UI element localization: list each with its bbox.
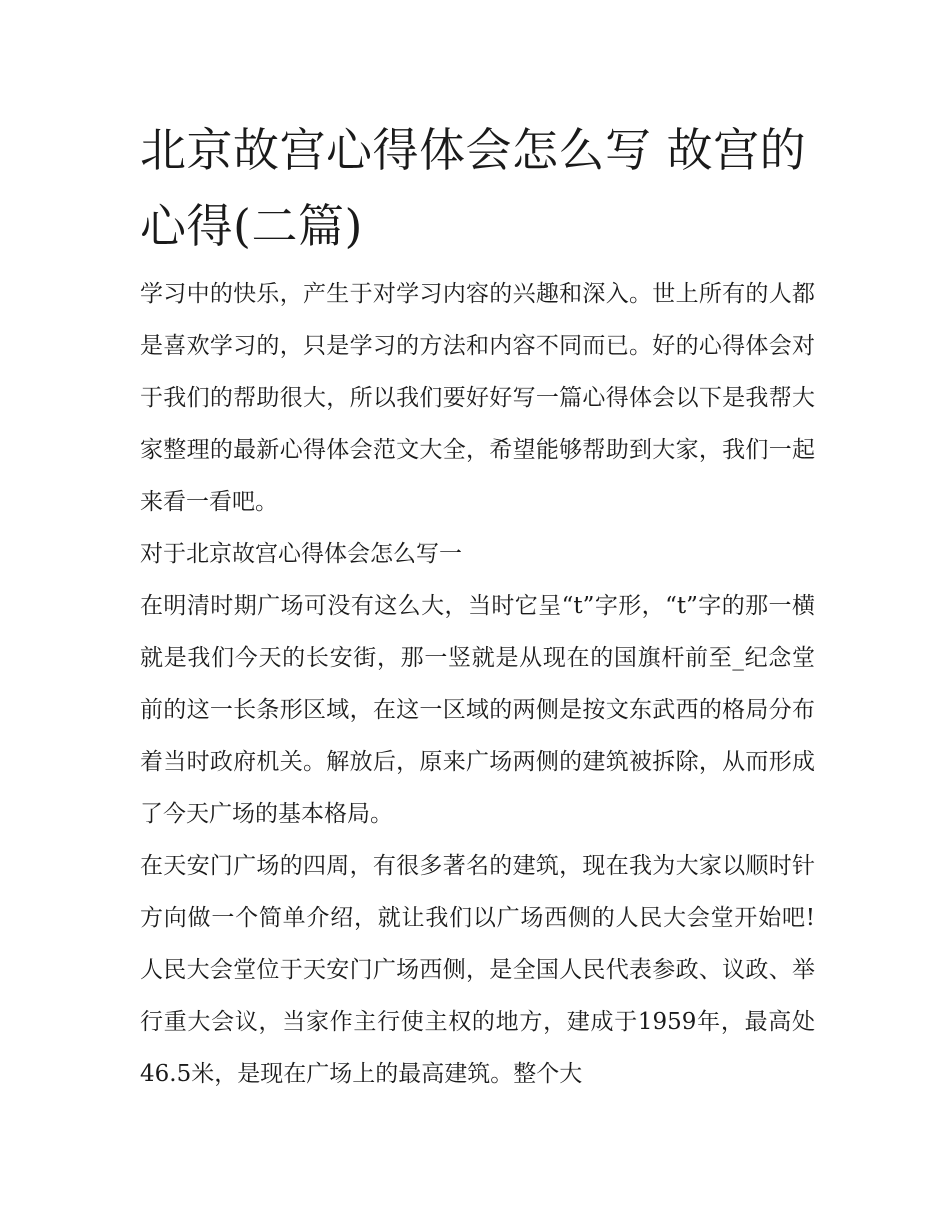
- intro-paragraph: 学习中的快乐，产生于对学习内容的兴趣和深入。世上所有的人都是喜欢学习的，只是学习的方法和内容不同而已。好的心得体会对于我们的帮助很大，所以我们要好好写一篇心得体会以下是我帮大家整理的最新心得体会范文大全，希望能够帮助到大家，我们一起来看一看吧。: [140, 281, 815, 515]
- section-heading: 对于北京故宫心得体会怎么写一: [140, 541, 462, 567]
- body-paragraph-2: 在天安门广场的四周，有很多著名的建筑，现在我为大家以顺时针方向做一个简单介绍，就让我们以广场西侧的人民大会堂开始吧!人民大会堂位于天安门广场西侧，是全国人民代表参政、议政、举行重大会议，当家作主行使主权的地方，建成于1959年，最高处46.5米，是现在广场上的最高建筑。整个大: [140, 853, 815, 1087]
- document-title: 北京故宫心得体会怎么写 故宫的心得(二篇): [140, 123, 807, 253]
- document-page: [140, 112, 815, 1100]
- body-paragraph-1: 在明清时期广场可没有这么大，当时它呈“t”字形，“t”字的那一横就是我们今天的长安街，那一竖就是从现在的国旗杆前至_纪念堂前的这一长条形区域，在这一区域的两侧是按文东武西的格局分布着当时政府机关。解放后，原来广场两侧的建筑被拆除，从而形成了今天广场的基本格局。: [140, 593, 815, 827]
